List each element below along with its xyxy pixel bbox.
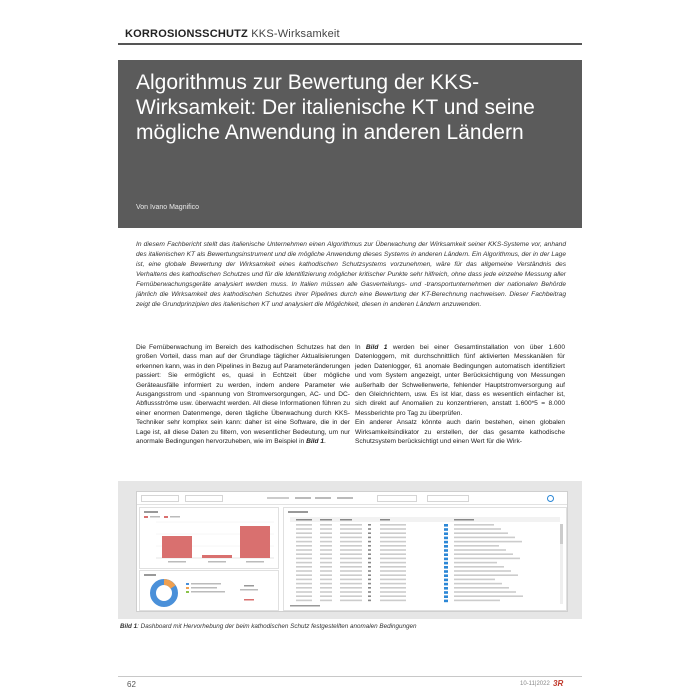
table-cell (340, 558, 362, 560)
table-cell (320, 528, 332, 530)
table-cell (296, 566, 312, 568)
table-cell (380, 566, 406, 568)
alarm-donut (140, 571, 278, 610)
table-cell (454, 541, 522, 543)
table-cell (296, 541, 312, 543)
table-cell (444, 595, 448, 598)
table-cell (444, 583, 448, 586)
table-cell (368, 587, 371, 589)
section-keyword: KORROSIONSSCHUTZ (125, 28, 248, 40)
table-cell (296, 545, 312, 547)
section-subtitle: KKS-Wirksamkeit (251, 28, 340, 40)
col2-figure-ref: Bild 1 (365, 344, 388, 351)
table-cell (380, 595, 406, 597)
article-title: Algorithmus zur Bewertung der KKS-Wirksamkeit: Der italienische KT und seine mögliche Anwendung in anderen Ländern (136, 71, 535, 144)
col2-text-b: Ein anderer Ansatz könnte auch darin bestehen, einen globalen Wirksamkeitsindikator zu erstellen, der das gesamte kathodische Schutzsystem berücksichtigt und einen Wert für die Wirk- (355, 419, 565, 446)
table-cell (444, 532, 448, 535)
table-cell (320, 574, 332, 576)
bar-3 (240, 526, 270, 558)
table-cell (296, 583, 312, 585)
table-cell (444, 591, 448, 594)
col2-pre: In (355, 344, 366, 351)
figure-caption (120, 623, 417, 630)
col1-end: . (324, 438, 326, 446)
table-cell (340, 595, 362, 597)
title-block (118, 60, 582, 228)
table-cell (296, 528, 312, 530)
table-cell (444, 541, 448, 544)
table-cell (368, 532, 371, 534)
table-cell (368, 541, 371, 543)
bar-chart-panel (139, 507, 279, 569)
caption-ref: Bild 1 (120, 623, 138, 630)
bar-chart (140, 508, 278, 568)
table-cell (454, 549, 506, 551)
table-cell (368, 524, 371, 526)
body-column-2 (355, 343, 565, 446)
table-cell (320, 583, 332, 585)
table-cell (320, 600, 332, 602)
table-cell (296, 587, 312, 589)
alarm-table (284, 508, 566, 610)
table-cell (296, 591, 312, 593)
header-rule (118, 43, 582, 45)
table-cell (340, 583, 362, 585)
table-cell (296, 600, 312, 602)
table-cell (444, 553, 448, 556)
table-cell (368, 574, 371, 576)
table-cell (320, 562, 332, 564)
table-cell (368, 549, 371, 551)
table-cell (380, 583, 406, 585)
table-cell (454, 528, 501, 530)
table-cell (320, 591, 332, 593)
table-cell (454, 583, 502, 585)
table-cell (368, 528, 371, 530)
table-cell (368, 570, 371, 572)
table-cell (454, 524, 494, 526)
table-cell (340, 532, 362, 534)
table-cell (444, 587, 448, 590)
table-cell (368, 558, 371, 560)
table-cell (444, 549, 448, 552)
table-cell (454, 566, 504, 568)
bar-2 (202, 555, 232, 558)
dashboard-toolbar (137, 492, 567, 505)
table-cell (444, 570, 448, 573)
body-column-1 (136, 343, 350, 446)
table-cell (454, 570, 511, 572)
table-cell (368, 537, 371, 539)
table-cell (320, 579, 332, 581)
table-cell (454, 558, 520, 560)
table-cell (320, 595, 332, 597)
col2-text: werden bei einer Gesamtinstallation von über 1.600 Datenloggern, mit durchschnittlich fünf aktivierten Messkanälen für jeden Datenlogger, 61 anomale Bedingungen automatisch identifiziert und vom System angezeigt, unter Berücksichtigung von Messungen außerhalb der Schwellenwerte, fehlender Hauptstromversorgung auf den Gleichrichtern, usw. Es ist klar, dass es wesentlich einfacher ist, sich direkt auf Anomalien zu konzentrieren, anstatt 1.600*5 = 8.000 Messberichte pro Tag zu überprüfen. (355, 344, 566, 417)
table-cell (380, 532, 406, 534)
table-cell (296, 574, 312, 576)
table-cell (320, 553, 332, 555)
table-cell (380, 549, 406, 551)
table-cell (340, 566, 362, 568)
table-cell (340, 579, 362, 581)
table-cell (368, 545, 371, 547)
table-cell (340, 549, 362, 551)
table-cell (320, 532, 332, 534)
table-cell (320, 537, 332, 539)
table-cell (320, 541, 332, 543)
table-cell (368, 553, 371, 555)
table-cell (380, 541, 406, 543)
table-cell (444, 574, 448, 577)
table-cell (296, 553, 312, 555)
table-cell (340, 587, 362, 589)
section-header (125, 28, 340, 40)
table-cell (444, 600, 448, 603)
table-cell (368, 566, 371, 568)
table-cell (296, 558, 312, 560)
table-cell (444, 579, 448, 582)
table-cell (380, 570, 406, 572)
table-cell (454, 545, 499, 547)
table-cell (454, 587, 509, 589)
table-cell (320, 549, 332, 551)
table-cell (380, 574, 406, 576)
table-cell (340, 537, 362, 539)
table-cell (454, 579, 495, 581)
table-cell (368, 595, 371, 597)
table-cell (320, 558, 332, 560)
caption-text: : Dashboard mit Hervorhebung der beim kathodischen Schutz festgestellten anomalen Bedingungen (137, 623, 417, 630)
col1-figure-ref: Bild 1 (306, 438, 325, 446)
table-cell (380, 537, 406, 539)
table-cell (444, 562, 448, 565)
table-cell (380, 600, 406, 602)
table-cell (454, 600, 500, 602)
alarm-donut-panel (139, 570, 279, 611)
table-cell (340, 591, 362, 593)
table-cell (454, 553, 513, 555)
table-cell (320, 566, 332, 568)
table-cell (296, 549, 312, 551)
table-cell (296, 562, 312, 564)
table-cell (380, 591, 406, 593)
table-cell (340, 553, 362, 555)
table-cell (368, 562, 371, 564)
table-cell (380, 553, 406, 555)
table-cell (454, 595, 523, 597)
table-cell (444, 566, 448, 569)
table-cell (444, 528, 448, 531)
issue-label: 10-11|2022 (520, 681, 550, 687)
footer-rule (118, 676, 582, 677)
table-cell (454, 537, 515, 539)
table-cell (296, 532, 312, 534)
table-cell (296, 537, 312, 539)
table-cell (444, 545, 448, 548)
table-cell (368, 591, 371, 593)
alarm-table-panel (283, 507, 567, 611)
table-cell (340, 524, 362, 526)
figure-dashboard (118, 481, 582, 619)
table-cell (368, 579, 371, 581)
table-cell (380, 528, 406, 530)
lead-paragraph: In diesem Fachbericht stellt das italienische Unternehmen einen Algorithmus zur Überwachung der Wirksamkeit seiner KKS-Systeme vor, anhand des italienischen KT als Bewertungsinstrument und die mögliche Anwendung dieses Systems in anderen Ländern. Ein Algorithmus, der in der Lage ist, eine globale Bewertung der Wirksamkeit eines kathodischen Schutzsystems vorzunehmen, wäre für das allgemeine Verständnis des Verhaltens des kathodischen Schutzes und für die Identifizierung möglicher kritischer Punkte sehr hilfreich, ohne dass jede einzelne Messung aller Fernüberwachungsgeräte analysiert werden muss. In Italien müssen alle Gasverteilungs- und -transportunternehmen der nationalen Behörde jährlich die Wirksamkeit des kathodischen Schutzes ihrer Pipelines durch eine Bewertung der KT-Berechnung nachweisen. Dieser Fachbeitrag zeigt die Grundprinzipien des italienischen KT und analysiert die Möglichkeit, diesen in anderen Ländern anzuwenden. (136, 241, 566, 308)
table-cell (340, 562, 362, 564)
table-cell (340, 545, 362, 547)
table-cell (320, 570, 332, 572)
dashboard-image (136, 491, 568, 612)
table-cell (340, 574, 362, 576)
table-cell (296, 595, 312, 597)
table-cell (340, 541, 362, 543)
table-cell (368, 600, 371, 602)
table-cell (296, 570, 312, 572)
table-cell (454, 574, 518, 576)
table-cell (320, 587, 332, 589)
table-cell (380, 579, 406, 581)
table-cell (444, 537, 448, 540)
table-cell (380, 587, 406, 589)
table-cell (340, 600, 362, 602)
table-cell (444, 558, 448, 561)
bar-1 (162, 536, 192, 558)
table-cell (380, 558, 406, 560)
table-cell (320, 545, 332, 547)
table-cell (454, 532, 508, 534)
table-cell (380, 524, 406, 526)
page-number: 62 (127, 680, 136, 689)
table-cell (444, 524, 448, 527)
table-cell (380, 562, 406, 564)
table-cell (296, 579, 312, 581)
table-cell (380, 545, 406, 547)
table-cell (454, 591, 516, 593)
table-cell (368, 583, 371, 585)
article-author: Von Ivano Magnifico (136, 204, 200, 211)
table-cell (320, 524, 332, 526)
table-cell (454, 562, 497, 564)
publisher-logo: 3R (553, 679, 564, 688)
table-cell (296, 524, 312, 526)
table-cell (340, 570, 362, 572)
table-cell (340, 528, 362, 530)
col1-text: Die Fernüberwachung im Bereich des kathodischen Schutzes hat den großen Vorteil, dass man auf der Grundlage täglicher Aktualisierungen erkennen kann, was in den Pipelines in Bezug auf Parameteränderungen passiert: Sie ermöglicht es, quasi in Echtzeit über mögliche Geräteausfälle informiert zu werden, indem andere Parameter wie Ausgangsstrom und -spannung von Stromversorgungen, AC- und DC-Abflussströme usw. überwacht werden. All diese Informationen führen zu einer enormen Datenmenge, deren tägliche Überwachung durch KKS-Techniker sehr komplex sein kann: daher ist eine Software, die in der Lage ist, all diese Daten zu filtern, von wesentlicher Bedeutung, um nur anormale Bedingungen hervorzuheben, wie im Beispiel in (136, 344, 350, 446)
